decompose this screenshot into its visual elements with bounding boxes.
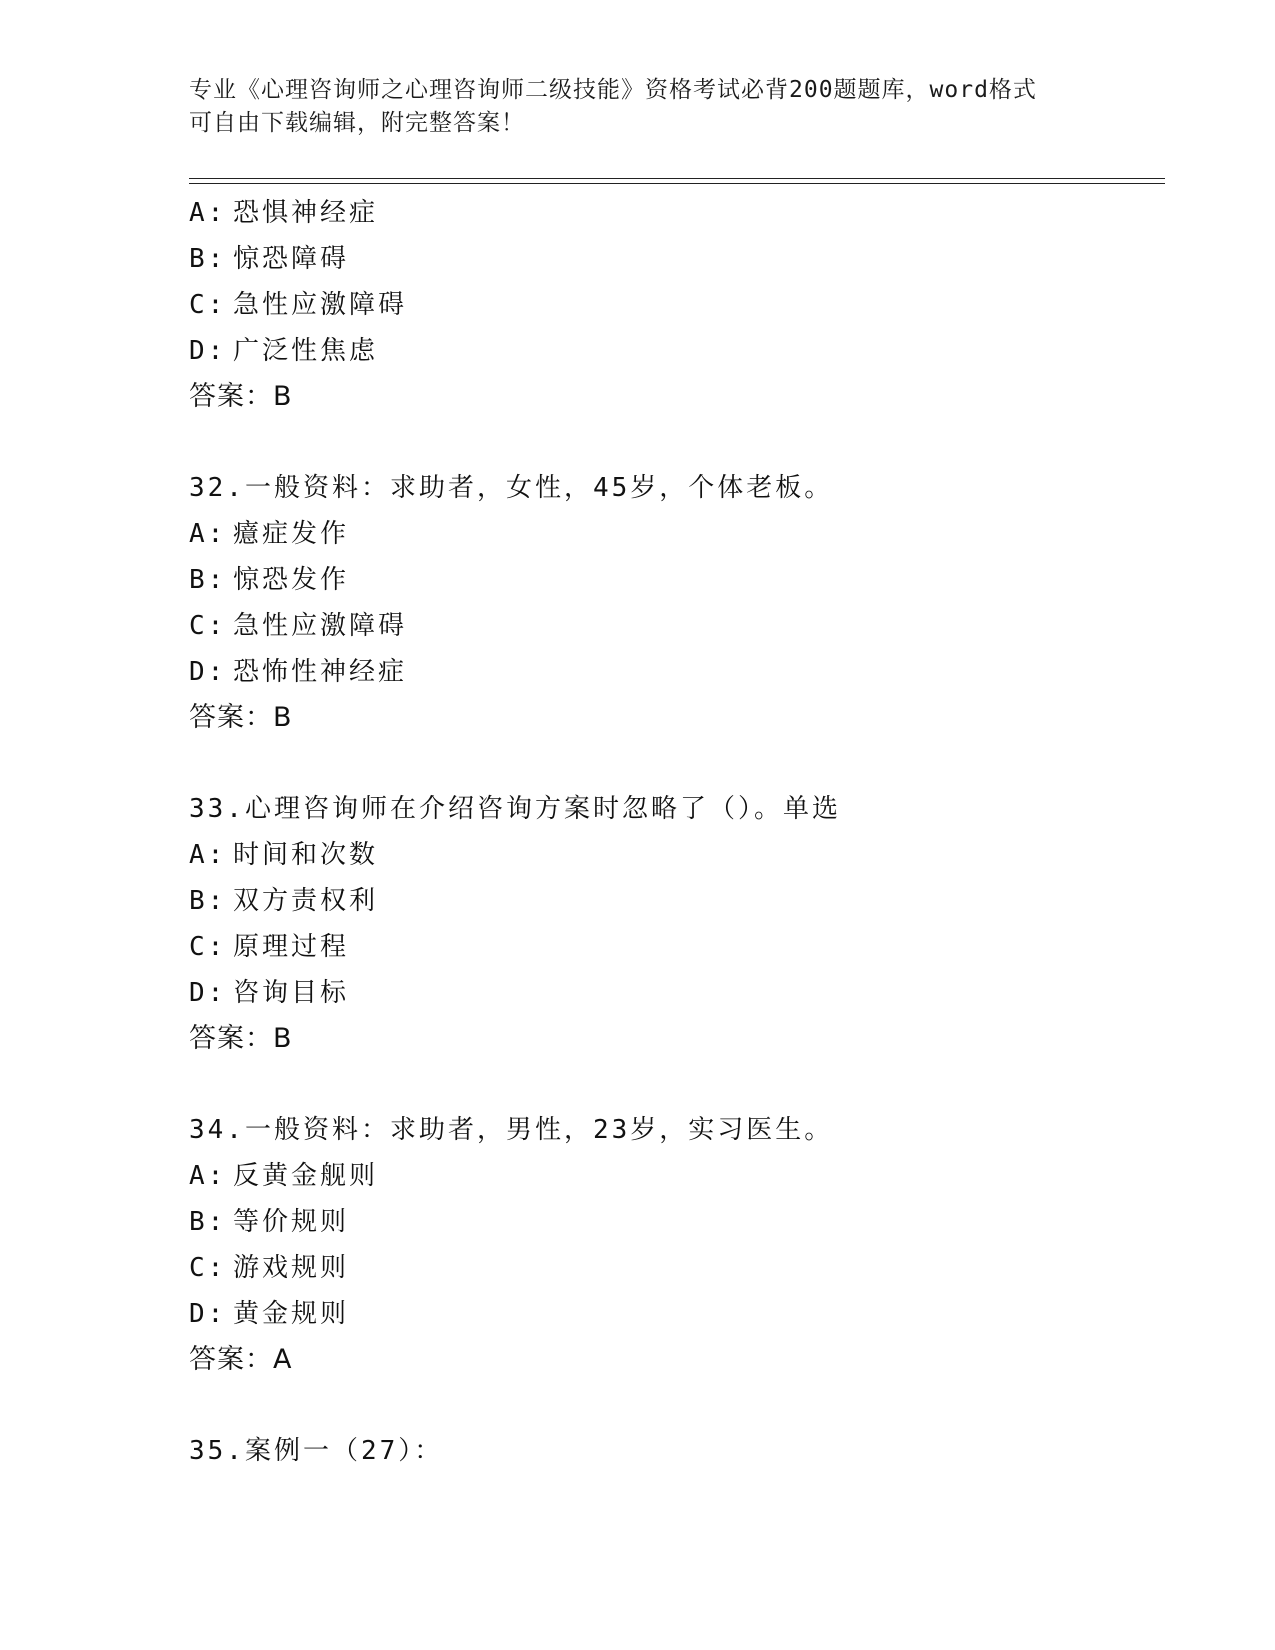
option-text: 游戏规则 bbox=[233, 1253, 350, 1283]
option-key: A: bbox=[189, 519, 227, 549]
option-key: D: bbox=[189, 978, 227, 1008]
answer-line: 答案：B bbox=[189, 381, 293, 412]
answer-option bbox=[189, 832, 1165, 878]
document-header bbox=[189, 74, 1089, 140]
option-key: B: bbox=[189, 1207, 227, 1237]
answer-option bbox=[189, 557, 1165, 603]
option-text: 时间和次数 bbox=[233, 840, 379, 870]
answer-line: 答案：B bbox=[189, 1023, 293, 1054]
header-line-1: 专业《心理咨询师之心理咨询师二级技能》资格考试必背200题题库，word格式 bbox=[189, 77, 1037, 103]
answer-option bbox=[189, 1199, 1165, 1245]
option-text: 广泛性焦虑 bbox=[233, 336, 379, 366]
header-line-2: 可自由下载编辑，附完整答案！ bbox=[189, 110, 525, 136]
question-block bbox=[189, 1107, 1165, 1383]
option-key: C: bbox=[189, 611, 227, 641]
option-key: D: bbox=[189, 336, 227, 366]
question-stem: 33.心理咨询师在介绍咨询方案时忽略了（）。单选 bbox=[189, 794, 841, 824]
option-text: 急性应激障碍 bbox=[233, 290, 408, 320]
answer-option bbox=[189, 1291, 1165, 1337]
option-key: B: bbox=[189, 565, 227, 595]
option-text: 恐惧神经症 bbox=[233, 198, 379, 228]
option-text: 双方责权利 bbox=[233, 886, 379, 916]
option-text: 反黄金舰则 bbox=[233, 1161, 379, 1191]
option-key: A: bbox=[189, 1161, 227, 1191]
answer-option bbox=[189, 924, 1165, 970]
answer-option bbox=[189, 878, 1165, 924]
option-text: 惊恐发作 bbox=[233, 565, 350, 595]
option-key: A: bbox=[189, 840, 227, 870]
option-key: D: bbox=[189, 657, 227, 687]
option-text: 咨询目标 bbox=[233, 978, 350, 1008]
question-stem: 35.案例一（27）： bbox=[189, 1436, 444, 1466]
answer-option bbox=[189, 1245, 1165, 1291]
answer-line: 答案：A bbox=[189, 1344, 293, 1375]
question-block bbox=[189, 786, 1165, 1062]
answer-option bbox=[189, 190, 1165, 236]
answer-option bbox=[189, 970, 1165, 1016]
option-key: B: bbox=[189, 886, 227, 916]
option-key: A: bbox=[189, 198, 227, 228]
option-text: 恐怖性神经症 bbox=[233, 657, 408, 687]
option-text: 急性应激障碍 bbox=[233, 611, 408, 641]
answer-option bbox=[189, 649, 1165, 695]
question-list bbox=[189, 190, 1165, 1474]
answer-option bbox=[189, 236, 1165, 282]
answer-option bbox=[189, 511, 1165, 557]
option-text: 惊恐障碍 bbox=[233, 244, 350, 274]
answer-option bbox=[189, 282, 1165, 328]
option-key: B: bbox=[189, 244, 227, 274]
question-stem: 34.一般资料：求助者，男性，23岁，实习医生。 bbox=[189, 1115, 834, 1145]
option-key: C: bbox=[189, 932, 227, 962]
option-text: 等价规则 bbox=[233, 1207, 350, 1237]
answer-option bbox=[189, 603, 1165, 649]
option-key: C: bbox=[189, 290, 227, 320]
answer-line: 答案：B bbox=[189, 702, 293, 733]
option-key: C: bbox=[189, 1253, 227, 1283]
answer-option bbox=[189, 1153, 1165, 1199]
question-stem: 32.一般资料：求助者，女性，45岁，个体老板。 bbox=[189, 473, 834, 503]
question-block bbox=[189, 190, 1165, 420]
option-key: D: bbox=[189, 1299, 227, 1329]
header-divider-top bbox=[189, 178, 1165, 179]
option-text: 黄金规则 bbox=[233, 1299, 350, 1329]
answer-option bbox=[189, 328, 1165, 374]
option-text: 原理过程 bbox=[233, 932, 350, 962]
question-block bbox=[189, 465, 1165, 741]
header-divider-bottom bbox=[189, 183, 1165, 184]
question-block bbox=[189, 1428, 1165, 1474]
option-text: 癔症发作 bbox=[233, 519, 350, 549]
